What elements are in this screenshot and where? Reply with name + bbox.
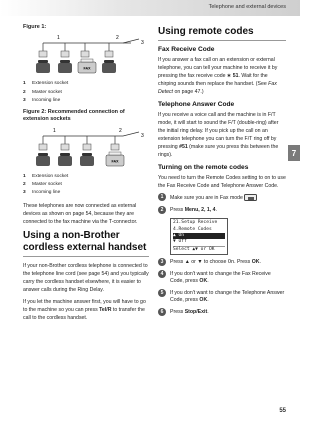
remote-codes-title: Using remote codes — [158, 26, 254, 37]
fig1-callout-2: 2 — [116, 35, 119, 42]
fig2-socket-4 — [111, 144, 119, 150]
fax-receive-code-paragraph: If you answer a fax call on an extension or external telephone, you can tell your machine to receive it by pressing the fax receive code ∗ 51. Wait for the chirping sounds then replace the handset. (See Fax Detect on page 47.) — [158, 56, 278, 95]
step-number: 6 — [158, 308, 166, 316]
turning-on-paragraph: You need to turn the Remote Codes setting to on to use the Fax Receive Code and Telephone Answer Code. — [158, 175, 286, 190]
step-number: 3 — [158, 258, 166, 266]
fig1-socket-4 — [105, 51, 113, 57]
legend-item: 3 Incoming line — [23, 190, 61, 196]
fig2-phone-3-icon — [80, 153, 94, 166]
right-column — [158, 24, 286, 320]
step-number: 2 — [158, 206, 166, 214]
figure1-title: Figure 1: — [23, 24, 47, 30]
fax-mode-key-icon — [244, 194, 257, 201]
telephone-answer-code-heading: Telephone Answer Code — [158, 100, 235, 108]
figure2-diagram — [23, 126, 149, 170]
fig1-socket-3 — [81, 51, 89, 57]
legend-item: 1 Extension socket — [23, 81, 69, 87]
fax-receive-code-heading: Fax Receive Code — [158, 45, 215, 53]
fig1-fax-label: FAX — [83, 66, 91, 71]
fig2-fax-label: FAX — [111, 159, 119, 164]
fig2-line-incoming — [123, 132, 139, 136]
figure2-title: Figure 2: Recommended connection of extension sockets — [23, 109, 125, 123]
fig2-socket-1 — [39, 144, 47, 150]
legend-item: 1 Extension socket — [23, 173, 69, 179]
fig2-socket-3 — [83, 144, 91, 150]
lcd-line: 21.Setup Receive — [173, 220, 218, 226]
figure2-svg — [23, 126, 149, 170]
step-number: 1 — [158, 193, 166, 201]
fig1-line-incoming — [123, 39, 139, 43]
cordless-paragraph-1: If your non-Brother cordless telephone is connected to the telephone line cord (see page 54) and you typically carry the cordless handset elsewhere, it is easier to answer calls during the Ring Delay. — [23, 262, 149, 293]
fig1-socket-2 — [61, 51, 69, 57]
lcd-line: 4.Remote Codes — [173, 226, 212, 232]
fig1-socket-1 — [39, 51, 47, 57]
step-2: 2 Press Menu, 2, 1, 4. — [158, 207, 286, 215]
fig1-phone-3-icon — [102, 60, 116, 73]
telephone-answer-code-paragraph: If you receive a voice call and the machine is in F/T mode, it will start to sound the F/T (double-ring) after the initial ring delay. If you pick up the call on an extension telephone you can turn the F/T ring off by pressing #51 (make sure you press this between the rings). — [158, 111, 279, 159]
fig2-callout-1: 1 — [53, 127, 56, 134]
fig1-callout-3: 3 — [141, 40, 144, 47]
turning-on-remote-codes-heading: Turning on the remote codes — [158, 164, 249, 172]
chapter-tab: 7 — [288, 145, 300, 161]
step-1: 1 Make sure you are in Fax mode — [158, 194, 286, 202]
legend-item: 2 Master socket — [23, 181, 62, 187]
legend-item: 2 Master socket — [23, 89, 62, 95]
step-5: 5 If you don't want to change the Telephone Answer Code, press OK. — [158, 290, 286, 305]
figure1-svg — [23, 33, 149, 77]
fig2-callout-2: 2 — [119, 127, 122, 134]
step-3: 3 Press ▲ or ▼ to choose On. Press OK. — [158, 259, 286, 267]
cordless-paragraph-2: If you let the machine answer first, you will have to go to the machine so you can press Tel/R to transfer the call to the cordless handset. — [23, 298, 146, 321]
step-number: 4 — [158, 270, 166, 278]
fig2-socket-2 — [61, 144, 69, 150]
section-rule — [158, 40, 286, 41]
fax-detect-reference: Fax Detect — [158, 80, 277, 95]
page-number: 55 — [279, 408, 286, 414]
connected-paragraph: These telephones are now connected as external devices as shown on page 54, because they are connected to the fax machine via the T-connector. — [23, 202, 138, 225]
running-header: Telephone and external devices — [208, 4, 286, 10]
tel-r-key: Tel/R — [99, 306, 112, 313]
cordless-section-title: Using a non-Brother cordless external handset — [23, 229, 147, 253]
lcd-line-selected: ▲ On — [173, 233, 225, 239]
lcd-display — [170, 218, 228, 255]
fig2-callout-3: 3 — [141, 132, 144, 139]
step-number: 5 — [158, 289, 166, 297]
fig1-phone-1-icon — [36, 60, 50, 73]
figure2-legend — [23, 173, 149, 198]
step-6: 6 Press Stop/Exit. — [158, 309, 286, 317]
fig2-phone-1-icon — [36, 153, 50, 166]
fig1-callout-1: 1 — [57, 35, 60, 42]
legend-item: 3 Incoming line — [23, 97, 61, 103]
figure1-legend — [23, 80, 149, 105]
left-column — [23, 24, 149, 326]
section-rule — [23, 256, 149, 257]
lcd-line: ▼ Off — [173, 238, 187, 244]
fig1-phone-2-icon — [58, 60, 72, 73]
step-4: 4 If you don't want to change the Fax Receive Code, press OK. — [158, 271, 286, 286]
lcd-line: Select ▲▼ or OK — [173, 246, 225, 253]
fig2-phone-2-icon — [58, 153, 72, 166]
figure1-diagram — [23, 33, 149, 77]
